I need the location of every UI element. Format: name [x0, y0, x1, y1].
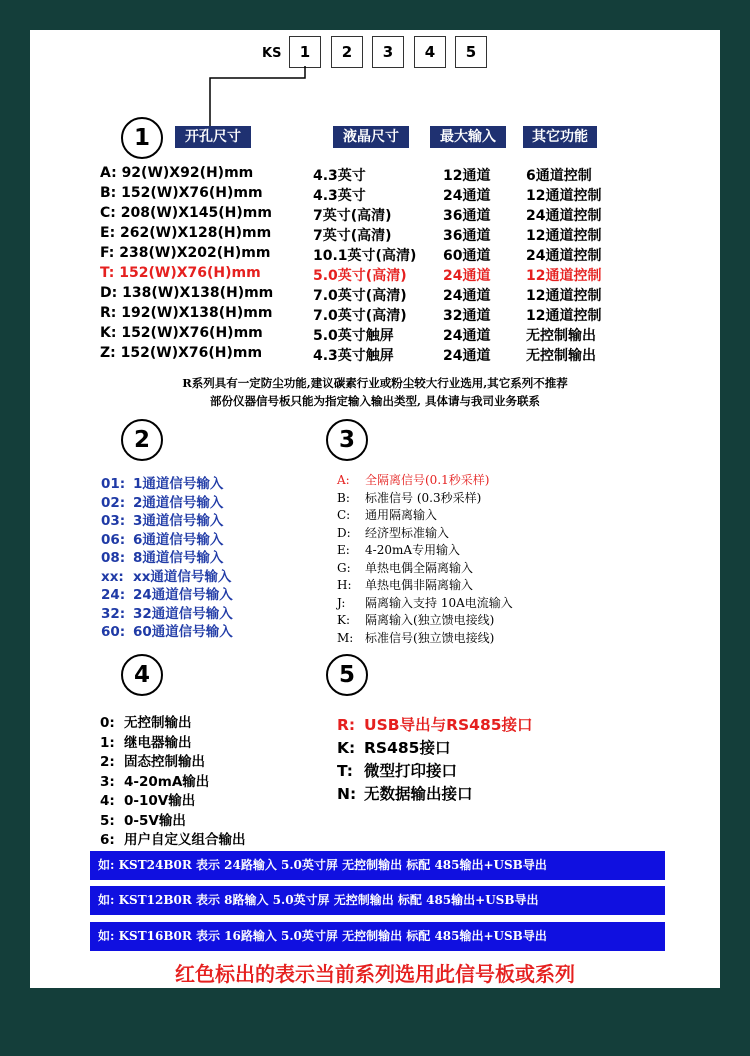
other-function: 12通道控制	[526, 268, 602, 284]
signal-item	[337, 489, 481, 506]
cutout-size: C: 208(W)X145(H)mm	[100, 205, 272, 221]
channel-item	[101, 565, 231, 585]
section-4-marker: 4	[121, 654, 163, 696]
code-box-5: 5	[455, 36, 487, 68]
cutout-size: K: 152(W)X76(H)mm	[100, 325, 263, 341]
interface-label: RS485接口	[364, 739, 451, 757]
signal-code: C:	[337, 508, 351, 522]
signal-item	[337, 611, 494, 628]
cutout-size: D: 138(W)X138(H)mm	[100, 285, 274, 301]
interface-label: USB导出与RS485接口	[364, 716, 533, 734]
max-input: 24通道	[443, 288, 491, 304]
channel-label: 32通道信号输入	[133, 605, 233, 622]
signal-item	[337, 629, 494, 646]
other-function: 12通道控制	[526, 228, 602, 244]
signal-item	[337, 524, 449, 541]
cutout-size: F: 238(W)X202(H)mm	[100, 245, 271, 261]
section-3-marker: 3	[326, 419, 368, 461]
model-row	[100, 205, 620, 225]
example-bar-2: 如: KST12B0R 表示 8路输入 5.0英寸屏 无控制输出 标配 485输出+USB导出	[90, 886, 665, 915]
output-item	[100, 789, 195, 809]
channel-code: 02:	[101, 494, 126, 511]
channel-code: 08:	[101, 550, 126, 566]
output-code: 1:	[100, 734, 115, 751]
footer-note: 红色标出的表示当前系列选用此信号板或系列	[175, 962, 575, 986]
channel-code: xx:	[101, 568, 124, 585]
model-row	[100, 285, 620, 305]
lcd-size: 10.1英寸(高清)	[313, 248, 417, 264]
max-input: 24通道	[443, 268, 491, 284]
lcd-size: 7英寸(高清)	[313, 208, 392, 224]
cutout-size: A: 92(W)X92(H)mm	[100, 165, 254, 181]
channel-label: 24通道信号输入	[133, 587, 233, 603]
channel-item	[101, 583, 233, 603]
output-item	[100, 770, 209, 790]
code-box-2: 2	[331, 36, 363, 68]
other-function: 12通道控制	[526, 188, 602, 204]
cutout-size: R: 192(W)X138(H)mm	[100, 305, 273, 321]
header-max-input: 最大输入	[430, 126, 506, 148]
code-box-4: 4	[414, 36, 446, 68]
signal-label: 标准信号 (0.3秒采样)	[365, 490, 482, 505]
signal-code: B:	[337, 490, 350, 505]
channel-item	[101, 602, 233, 622]
lcd-size: 4.3英寸	[313, 188, 366, 204]
other-function: 无控制输出	[526, 328, 596, 344]
section-5-marker: 5	[326, 654, 368, 696]
other-function: 无控制输出	[526, 348, 596, 364]
cutout-size: T: 152(W)X76(H)mm	[100, 265, 261, 281]
channel-code: 06:	[101, 531, 126, 548]
signal-label: 全隔离信号(0.1秒采样)	[365, 473, 490, 487]
signal-label: 单热电偶全隔离输入	[365, 560, 474, 575]
output-item	[100, 828, 246, 848]
other-function: 24通道控制	[526, 208, 602, 224]
channel-code: 01:	[101, 476, 126, 492]
channel-label: 2通道信号输入	[133, 494, 224, 511]
header-other-functions: 其它功能	[523, 126, 597, 148]
interface-code: K:	[337, 739, 356, 757]
signal-label: 经济型标准输入	[365, 525, 450, 540]
signal-item	[337, 506, 437, 523]
signal-code: E:	[337, 543, 350, 557]
model-row	[100, 225, 620, 245]
signal-code: A:	[337, 473, 350, 487]
channel-item	[101, 472, 223, 492]
example-bar-3: 如: KST16B0R 表示 16路输入 5.0英寸屏 无控制输出 标配 485输出+USB导出	[90, 922, 665, 951]
note-line-1: R系列具有一定防尘功能,建议碳素行业或粉尘较大行业选用,其它系列不推荐	[182, 376, 568, 390]
example-bar-1: 如: KST24B0R 表示 24路输入 5.0英寸屏 无控制输出 标配 485输出+USB导出	[90, 851, 665, 880]
model-row	[100, 185, 620, 205]
interface-label: 无数据输出接口	[364, 785, 473, 803]
interface-item	[337, 759, 457, 781]
code-box-1: 1	[289, 36, 321, 68]
signal-label: 单热电偶非隔离输入	[365, 578, 474, 592]
lcd-size: 4.3英寸触屏	[313, 348, 394, 364]
output-code: 5:	[100, 812, 115, 829]
code-box-3: 3	[372, 36, 404, 68]
model-row	[100, 325, 620, 345]
channel-label: 60通道信号输入	[133, 624, 233, 640]
max-input: 24通道	[443, 188, 491, 204]
output-code: 4:	[100, 793, 115, 809]
output-label: 0-5V输出	[124, 812, 186, 829]
header-lcd-size: 液晶尺寸	[333, 126, 409, 148]
channel-item	[101, 546, 223, 566]
interface-code: N:	[337, 785, 357, 803]
model-row	[100, 305, 620, 325]
lcd-size: 7英寸(高清)	[313, 228, 392, 244]
channel-code: 24:	[101, 587, 126, 603]
interface-item	[337, 736, 450, 758]
other-function: 24通道控制	[526, 248, 602, 264]
output-label: 用户自定义组合输出	[124, 832, 246, 848]
signal-item	[337, 471, 489, 488]
output-item	[100, 809, 186, 829]
interface-label: 微型打印接口	[364, 762, 458, 780]
lcd-size: 7.0英寸(高清)	[313, 308, 407, 324]
max-input: 36通道	[443, 208, 491, 224]
note-line-2: 部份仪器信号板只能为指定输入输出类型, 具体请与我司业务联系	[209, 394, 540, 408]
signal-label: 隔离输入(独立馈电接线)	[365, 613, 495, 627]
max-input: 36通道	[443, 228, 491, 244]
signal-item	[337, 541, 460, 558]
other-function: 12通道控制	[526, 308, 602, 324]
interface-code: R:	[337, 716, 356, 734]
channel-label: xx通道信号输入	[133, 568, 232, 585]
interface-item	[337, 782, 473, 804]
max-input: 24通道	[443, 348, 491, 364]
channel-item	[101, 509, 223, 529]
channel-label: 6通道信号输入	[133, 531, 224, 548]
max-input: 60通道	[443, 248, 491, 264]
signal-code: M:	[337, 630, 354, 645]
signal-code: K:	[337, 613, 351, 627]
output-code: 3:	[100, 773, 115, 790]
cutout-size: B: 152(W)X76(H)mm	[100, 185, 263, 201]
interface-code: T:	[337, 762, 353, 780]
channel-code: 60:	[101, 624, 126, 640]
signal-item	[337, 594, 513, 611]
output-item	[100, 750, 205, 770]
connector-line	[200, 66, 310, 126]
lcd-size: 5.0英寸(高清)	[313, 268, 407, 284]
channel-item	[101, 620, 233, 640]
channel-code: 03:	[101, 513, 126, 529]
channel-item	[101, 528, 223, 548]
max-input: 12通道	[443, 168, 491, 184]
model-row	[100, 265, 620, 285]
output-code: 2:	[100, 754, 115, 770]
output-label: 无控制输出	[124, 715, 192, 731]
header-cutout-size: 开孔尺寸	[175, 126, 251, 148]
signal-code: H:	[337, 578, 352, 592]
lcd-size: 4.3英寸	[313, 168, 366, 184]
max-input: 32通道	[443, 308, 491, 324]
output-label: 固态控制输出	[124, 754, 205, 770]
signal-label: 标准信号(独立馈电接线)	[365, 630, 495, 645]
signal-item	[337, 559, 473, 576]
channel-label: 3通道信号输入	[133, 513, 224, 529]
output-label: 4-20mA输出	[124, 773, 210, 790]
signal-label: 4-20mA专用输入	[365, 543, 461, 557]
signal-code: D:	[337, 525, 351, 540]
other-function: 6通道控制	[526, 168, 592, 184]
signal-code: J:	[337, 595, 346, 610]
max-input: 24通道	[443, 328, 491, 344]
channel-item	[101, 491, 223, 511]
model-row	[100, 245, 620, 265]
section-1-marker: 1	[121, 117, 163, 159]
signal-label: 通用隔离输入	[365, 508, 438, 522]
model-row	[100, 165, 620, 185]
model-row	[100, 345, 620, 365]
channel-label: 1通道信号输入	[133, 476, 224, 492]
lcd-size: 7.0英寸(高清)	[313, 288, 407, 304]
section-2-marker: 2	[121, 419, 163, 461]
output-code: 6:	[100, 832, 115, 848]
signal-code: G:	[337, 560, 351, 575]
interface-item	[337, 713, 533, 735]
output-item	[100, 711, 192, 731]
cutout-size: Z: 152(W)X76(H)mm	[100, 345, 263, 361]
ks-prefix: KS	[262, 46, 282, 61]
lcd-size: 5.0英寸触屏	[313, 328, 394, 344]
other-function: 12通道控制	[526, 288, 602, 304]
channel-label: 8通道信号输入	[133, 550, 224, 566]
channel-code: 32:	[101, 605, 126, 622]
output-label: 0-10V输出	[124, 793, 196, 809]
output-code: 0:	[100, 715, 115, 731]
output-item	[100, 731, 192, 751]
signal-label: 隔离输入支持 10A电流输入	[365, 595, 513, 610]
output-label: 继电器输出	[124, 734, 192, 751]
cutout-size: E: 262(W)X128(H)mm	[100, 225, 272, 241]
signal-item	[337, 576, 473, 593]
